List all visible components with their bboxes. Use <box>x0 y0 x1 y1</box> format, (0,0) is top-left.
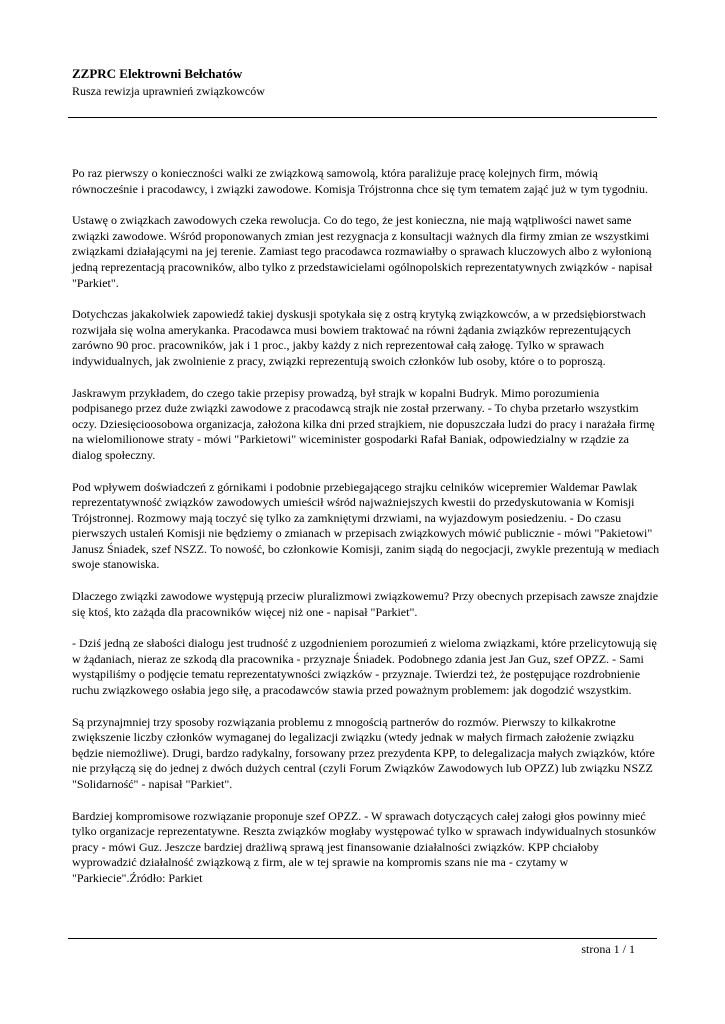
paragraph-9: Bardziej kompromisowe rozwiązanie proponuje szef OPZZ. - W sprawach dotyczących całej załogi głos powinny mieć tylko organizacje reprezentatywne. Reszta związków mogłaby występować tylko w sprawach indywidualnych stosunków pracy - mówi Guz. Jeszcze bardziej drażliwą sprawą jest finansowanie działalności związków. KPP chciałoby wyprowadzić działalność związkową z firm, ale w tej sprawie na kompromis szans nie ma - czytamy w "Parkiecie".Źródło: Parkiet <box>72 808 657 885</box>
paragraph-6: Dlaczego związki zawodowe występują przeciw pluralizmowi związkowemu? Przy obecnych przepisach zawsze znajdzie się ktoś, kto zażąda dla pracowników więcej niż one - napisał "Parkiet". <box>72 589 659 619</box>
paragraph-1: Po raz pierwszy o konieczności walki ze związkową samowolą, która paraliżuje pracę kolejnych firm, mówią równocześnie i pracodawcy, i związki zawodowe. Komisja Trójstronna chce się tym tematem zająć już w tym tygodniu. <box>72 166 649 196</box>
page-number: strona 1 / 1 <box>581 942 635 956</box>
paragraph-7: - Dziś jedną ze słabości dialogu jest trudność z uzgodnieniem porozumień z wieloma związkami, które przelicytowują się w żądaniach, nieraz ze szkodą dla pracownika - przyznaje Śniadek. Podobnego zdania jest Jan Guz, szef OPZZ. - Sami wystąpiliśmy o podjęcie tematu reprezentatywności związków - przyznaje. Twierdzi też, że postępujące rozdrobnienie ruchu związkowego osłabia jego siłę, a pracodawców stawia przed poważnym problemem: jak dogodzić wszystkim. <box>72 636 657 698</box>
document-subtitle: Rusza rewizja uprawnień związkowców <box>72 84 265 98</box>
document-header <box>72 66 656 99</box>
paragraph-4: Jaskrawym przykładem, do czego takie przepisy prowadzą, był strajk w kopalni Budryk. Mimo porozumienia podpisanego przez duże związki zawodowe z pracodawcą strajk nie został przerwany. - To chyba przetarło wszystkim oczy. Dziesięcioosobowa organizacja, założona kilka dni przed strajkiem, nie dopuszczała ludzi do pracy i narażała firmę na wielomilionowe straty - mówi "Parkietowi" wiceminister gospodarki Rafał Baniak, odpowiedzialny w rządzie za dialog społeczny. <box>72 385 655 462</box>
paragraph-3: Dotychczas jakakolwiek zapowiedź takiej dyskusji spotykała się z ostrą krytyką związkowców, a w przedsiębiorstwach rozwijała się wolna amerykanka. Pracodawca musi bowiem traktować na równi żądania związków reprezentujących zarówno 90 proc. pracowników, jak i 1 proc., jakby każdy z nich reprezentował całą załogę. Tylko w sprawach indywidualnych, jak zwolnienie z pracy, związki reprezentują swoich członków lub osoby, które o to poproszą. <box>72 307 646 368</box>
document-title: ZZPRC Elektrowni Bełchatów <box>72 66 243 81</box>
paragraph-5: Pod wpływem doświadczeń z górnikami i podobnie przebiegającego strajku celników wicepremier Waldemar Pawlak reprezentatywność związków zawodowych umieścił wśród najważniejszych kwestii do przedyskutowania w Komisji Trójstronnej. Rozmowy mają toczyć się tylko za zamkniętymi drzwiami, na wyjazdowym posiedzeniu. - Do czasu pierwszych ustaleń Komisji nie będziemy o zmianach w przepisach związkowych mówić publicznie - mówi "Pakietowi" Janusz Śniadek, szef NSZZ. To nowość, bo członkowie Komisji, zanim siądą do negocjacji, zwykle prezentują w mediach swoje stanowiska. <box>72 479 660 572</box>
paragraph-8: Są przynajmniej trzy sposoby rozwiązania problemu z mnogością partnerów do rozmów. Pierwszy to kilkakrotne zwiększenie liczby członków wymaganej do legalizacji związku (wtedy jednak w małych firmach założenie związku będzie niemożliwe). Drugi, bardzo radykalny, forsowany przez prezydenta KPP, to delegalizacja małych związków, które nie przyłączą się do jednej z dwóch dużych central (czyli Forum Związków Zawodowych lub OPZZ) lub związku NSZZ "Solidarność" - napisał "Parkiet". <box>72 714 655 791</box>
header-divider <box>68 117 657 118</box>
footer-divider <box>68 938 657 939</box>
paragraph-2: Ustawę o związkach zawodowych czeka rewolucja. Co do tego, że jest konieczna, nie mają wątpliwości nawet same związki zawodowe. Wśród proponowanych zmian jest rezygnacja z konsultacji ważnych dla firmy zmian ze wszystkimi związkami działającymi na jej terenie. Zamiast tego pracodawca rozmawiałby o sprawach kluczowych albo z wyłonioną jedną reprezentacją pracowników, albo tylko z przedstawicielami ogólnopolskich reprezentatywnych związków - napisał "Parkiet". <box>72 213 653 290</box>
article-body <box>72 166 660 903</box>
